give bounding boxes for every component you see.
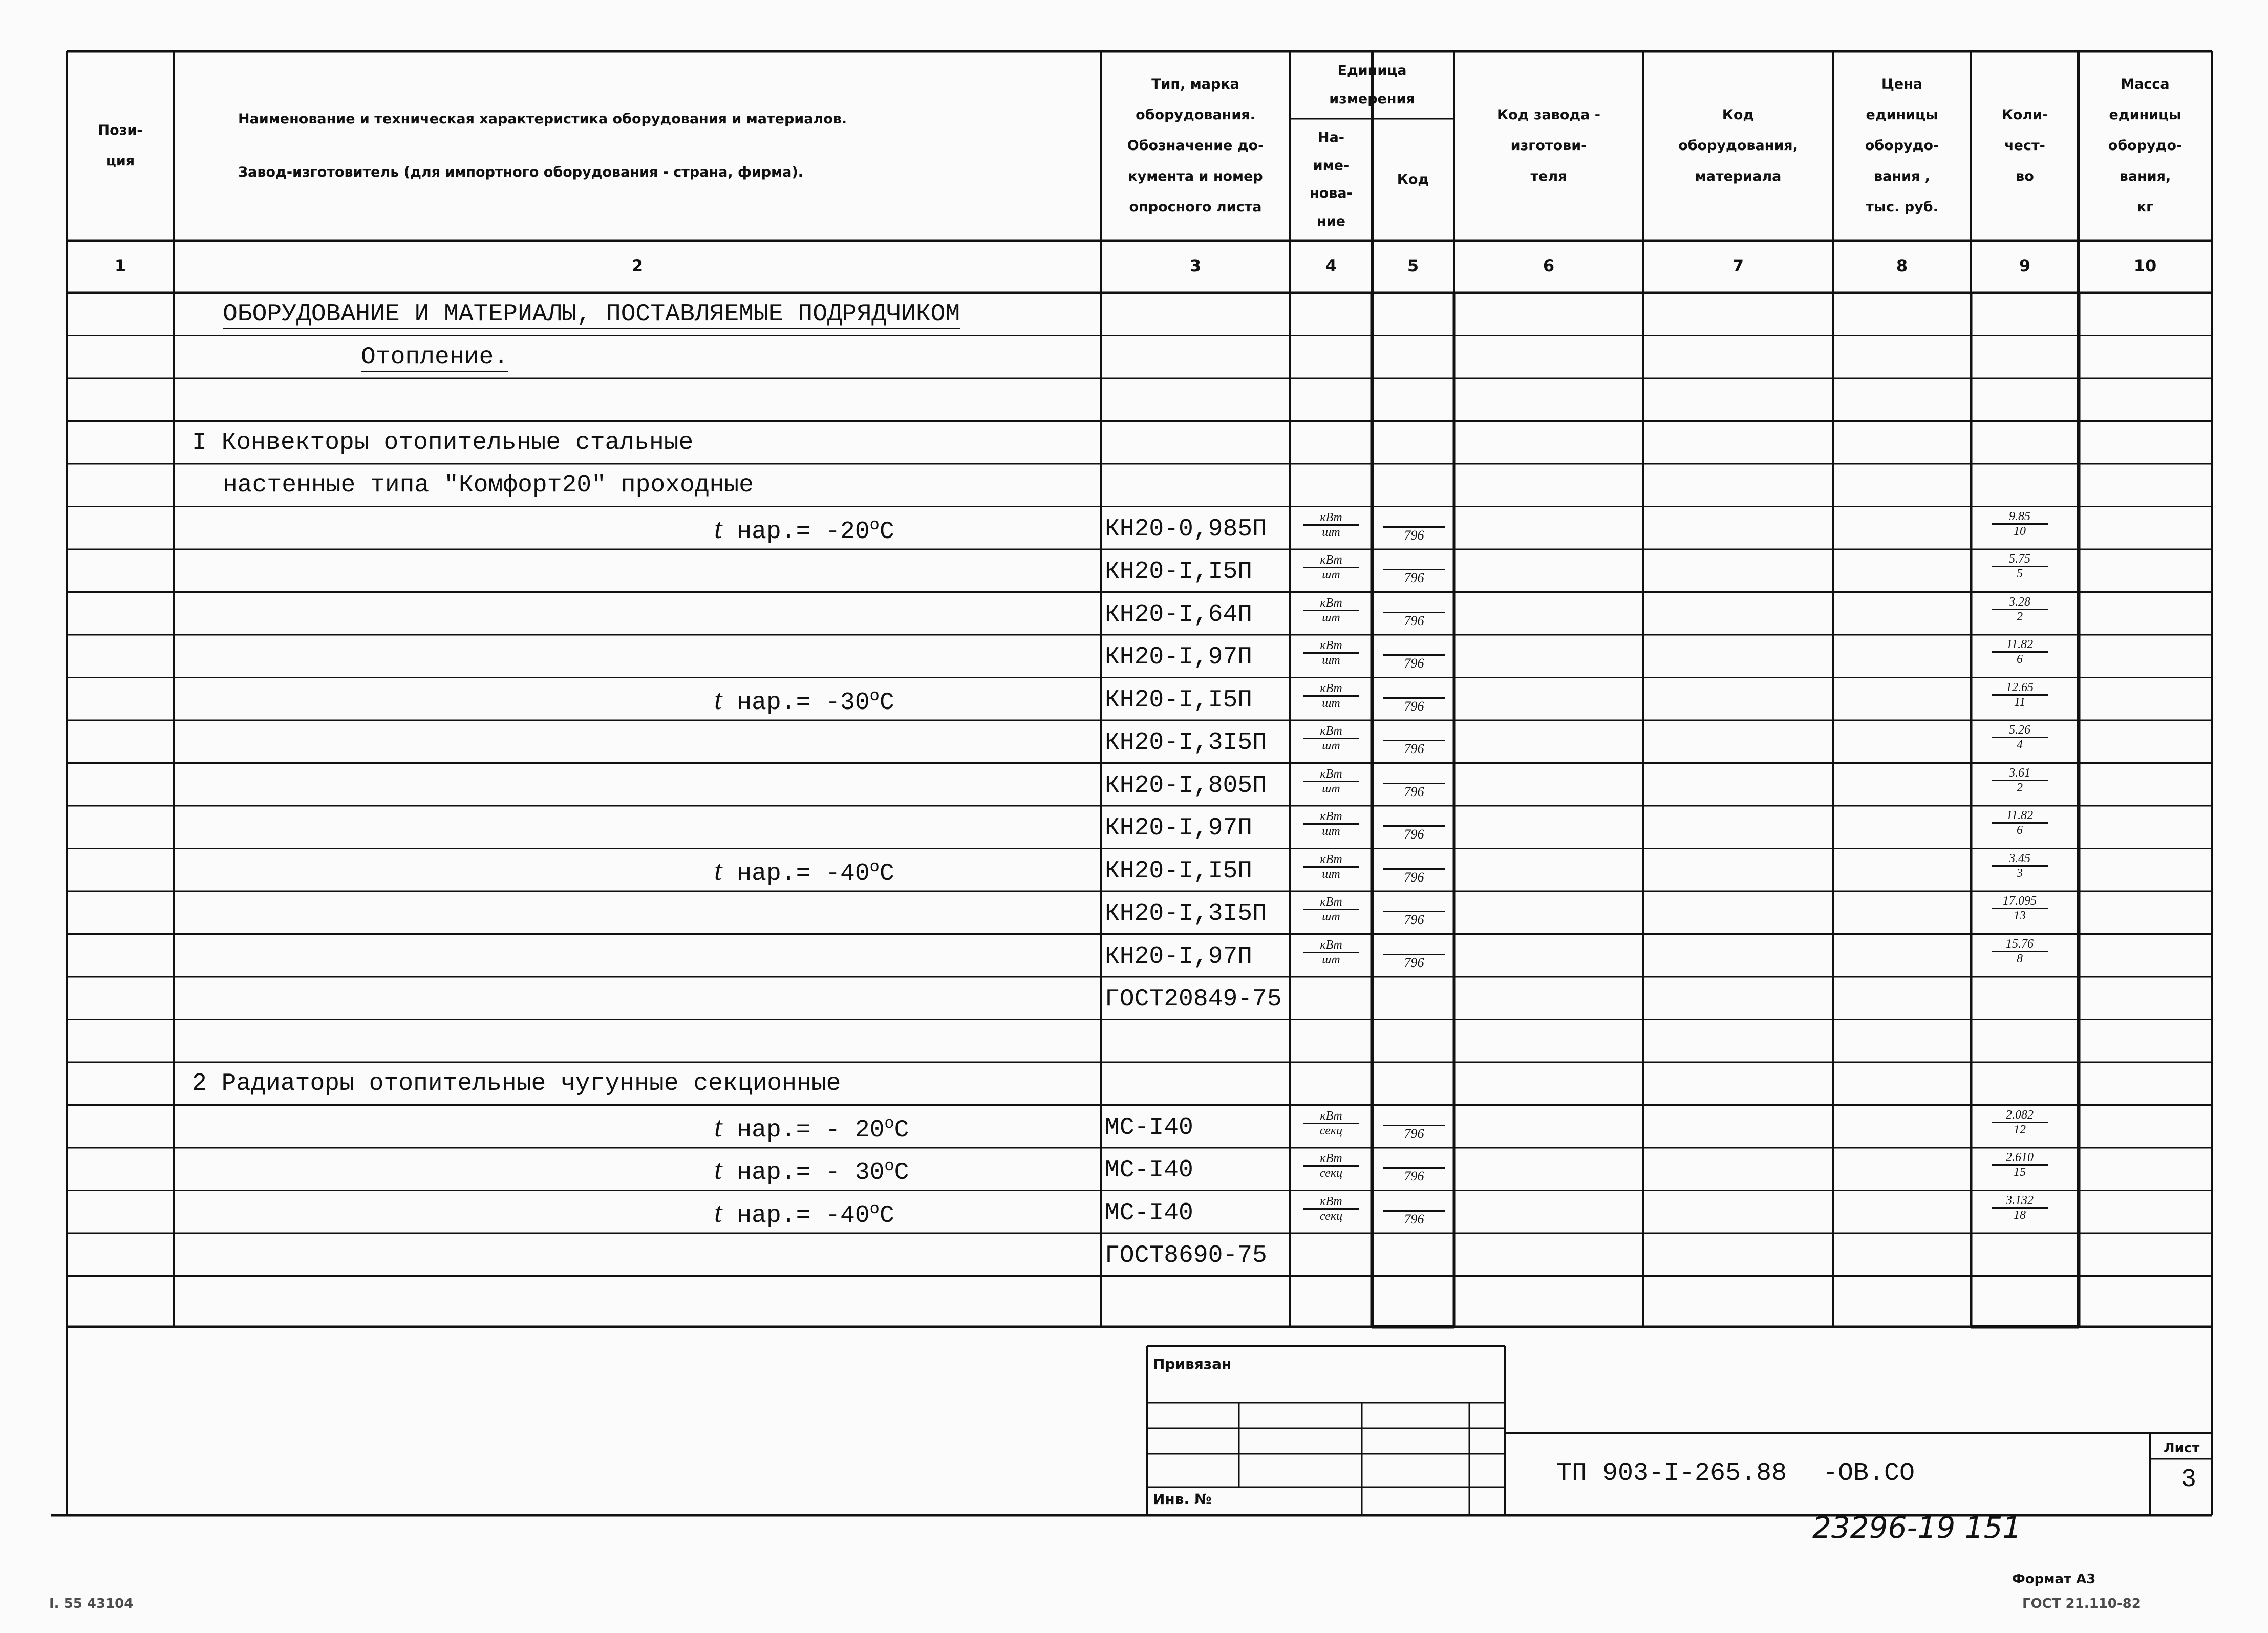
temperature-text: нар.= xyxy=(722,689,826,717)
header-line: ция xyxy=(105,153,135,169)
unit-code: 796 xyxy=(1383,697,1445,714)
header-line: во xyxy=(2016,168,2034,184)
bottom-right-standard: ГОСТ 21.110-82 xyxy=(2022,1596,2141,1611)
quantity-fraction xyxy=(1992,766,2048,794)
column-number: 8 xyxy=(1896,256,1908,275)
quantity-power: 11.82 xyxy=(1992,809,2048,824)
quantity-count: 13 xyxy=(2014,909,2026,922)
quantity-fraction xyxy=(1992,681,2048,709)
header-line: Наименование и техническая характеристика оборудования и материалов. xyxy=(238,111,847,127)
header-line: оборудования, xyxy=(1678,138,1798,154)
unit-piece: шт xyxy=(1322,739,1340,753)
unit-fraction xyxy=(1303,1195,1359,1223)
header-line: Код xyxy=(1722,107,1755,123)
header-line: Пози- xyxy=(98,122,143,138)
quantity-count: 6 xyxy=(2017,824,2023,837)
unit-piece: секц xyxy=(1319,1167,1343,1180)
equipment-type: КН20-I,97П xyxy=(1105,643,1253,671)
temperature-unit: C xyxy=(894,1116,909,1144)
equipment-type: КН20-I,I5П xyxy=(1105,857,1253,885)
unit-fraction xyxy=(1303,511,1359,539)
quantity-power: 12.65 xyxy=(1992,681,2048,696)
quantity-power: 3.28 xyxy=(1992,595,2048,610)
temperature-text: нар.= xyxy=(722,518,826,546)
unit-power: кВт xyxy=(1303,511,1359,526)
temperature-value: -30 xyxy=(825,689,870,717)
header-line: Обозначение до- xyxy=(1127,138,1264,154)
temperature-text: нар.= xyxy=(722,860,826,888)
unit-piece: шт xyxy=(1322,825,1340,838)
temperature-unit: C xyxy=(879,689,894,717)
row-name: ОБОРУДОВАНИЕ И МАТЕРИАЛЫ, ПОСТАВЛЯЕМЫЕ ПОДРЯДЧИКОМ xyxy=(223,300,960,328)
temperature-text: нар.= xyxy=(722,1116,826,1144)
unit-code: 796 xyxy=(1383,954,1445,971)
header-pos xyxy=(67,115,174,177)
header-line: Код xyxy=(1397,171,1429,187)
header-line: Единица xyxy=(1337,62,1407,78)
header-line: Код завода - xyxy=(1497,107,1600,123)
equipment-type: КН20-0,985П xyxy=(1105,515,1267,543)
row-name: I Конвекторы отопительные стальные xyxy=(192,428,694,457)
temperature-value: -20 xyxy=(825,518,870,546)
unit-power: кВт xyxy=(1303,1195,1359,1210)
quantity-fraction xyxy=(1992,852,2048,880)
equipment-type: КН20-I,3I5П xyxy=(1105,900,1267,928)
quantity-power: 17.095 xyxy=(1992,894,2048,909)
quantity-count: 2 xyxy=(2017,610,2023,624)
quantity-fraction xyxy=(1992,809,2048,837)
degree-sign: o xyxy=(869,515,880,534)
unit-code: 796 xyxy=(1383,868,1445,885)
degree-sign: o xyxy=(869,686,880,705)
temperature-text: нар.= xyxy=(722,1159,826,1187)
quantity-count: 5 xyxy=(2017,567,2023,581)
equipment-type: КН20-I,805П xyxy=(1105,771,1267,800)
row-name: настенные типа "Комфорт20" проходные xyxy=(223,471,754,499)
temperature-symbol: t xyxy=(714,1196,722,1229)
header-line: Цена xyxy=(1881,76,1923,92)
temperature-unit: C xyxy=(894,1159,909,1187)
quantity-power: 2.082 xyxy=(1992,1108,2048,1123)
equipment-type: КН20-I,97П xyxy=(1105,942,1253,971)
unit-fraction xyxy=(1303,1109,1359,1137)
unit-code: 796 xyxy=(1383,569,1445,586)
header-equip-code xyxy=(1643,100,1833,192)
header-line: теля xyxy=(1530,168,1567,184)
header-line: Завод-изготовитель (для импортного оборудования - страна, фирма). xyxy=(238,164,803,180)
header-line: На- xyxy=(1317,130,1345,145)
header-plant xyxy=(1454,100,1643,192)
temperature-label xyxy=(714,852,894,889)
header-line: чест- xyxy=(2004,138,2045,154)
stamp-inv-label: Инв. № xyxy=(1153,1491,1212,1508)
quantity-count: 8 xyxy=(2017,952,2023,965)
unit-power: кВт xyxy=(1303,895,1359,910)
unit-code: 796 xyxy=(1383,654,1445,671)
unit-piece: шт xyxy=(1322,782,1340,796)
header-unit-code xyxy=(1372,164,1454,195)
unit-code: 796 xyxy=(1383,825,1445,842)
handwritten-number: 23296-19 151 xyxy=(1812,1510,2022,1545)
equipment-type: МС-I40 xyxy=(1105,1199,1193,1227)
temperature-symbol: t xyxy=(714,854,722,887)
quantity-fraction xyxy=(1992,638,2048,666)
equipment-type: КН20-I,I5П xyxy=(1105,558,1253,586)
temperature-symbol: t xyxy=(714,1111,722,1143)
unit-piece: шт xyxy=(1322,654,1340,667)
unit-fraction xyxy=(1303,767,1359,796)
unit-fraction xyxy=(1303,639,1359,667)
unit-power: кВт xyxy=(1303,724,1359,739)
temperature-symbol: t xyxy=(714,683,722,716)
header-line: име- xyxy=(1313,157,1350,174)
unit-fraction xyxy=(1303,682,1359,710)
unit-fraction xyxy=(1303,1152,1359,1180)
quantity-power: 2.610 xyxy=(1992,1151,2048,1166)
header-unit xyxy=(1290,56,1454,114)
unit-piece: шт xyxy=(1322,568,1340,582)
quantity-fraction xyxy=(1992,894,2048,922)
unit-power: кВт xyxy=(1303,938,1359,953)
quantity-count: 2 xyxy=(2017,781,2023,794)
quantity-power: 3.61 xyxy=(1992,766,2048,781)
equipment-type: ГОСТ20849-75 xyxy=(1105,985,1282,1013)
degree-sign: o xyxy=(884,1113,894,1133)
unit-fraction xyxy=(1303,853,1359,881)
bottom-left-code: I. 55 43104 xyxy=(49,1596,134,1611)
quantity-power: 5.26 xyxy=(1992,723,2048,738)
row-name: Отопление. xyxy=(361,343,509,371)
header-line: изготови- xyxy=(1510,138,1587,154)
header-line: кг xyxy=(2136,199,2154,215)
sheet-number: 3 xyxy=(2181,1465,2197,1494)
degree-sign: o xyxy=(869,1199,880,1218)
equipment-type: КН20-I,3I5П xyxy=(1105,729,1267,757)
header-line: нова- xyxy=(1310,185,1353,201)
unit-code: 796 xyxy=(1383,911,1445,928)
unit-piece: шт xyxy=(1322,910,1340,923)
temperature-label xyxy=(714,1194,894,1231)
header-line: кумента и номер xyxy=(1128,168,1263,184)
header-line: оборудо- xyxy=(1865,138,1939,154)
quantity-fraction xyxy=(1992,510,2048,538)
unit-fraction xyxy=(1303,895,1359,923)
unit-piece: шт xyxy=(1322,696,1340,710)
header-line: Тип, марка xyxy=(1151,76,1239,92)
unit-code: 796 xyxy=(1383,783,1445,800)
unit-fraction xyxy=(1303,938,1359,966)
degree-sign: o xyxy=(869,857,880,876)
quantity-count: 12 xyxy=(2014,1123,2026,1136)
header-line: опросного листа xyxy=(1129,199,1262,215)
unit-code: 796 xyxy=(1383,1210,1445,1227)
temperature-symbol: t xyxy=(714,512,722,545)
header-line: вания , xyxy=(1874,168,1930,184)
column-number: 7 xyxy=(1732,256,1744,275)
temperature-value: - 30 xyxy=(825,1159,885,1187)
unit-piece: шт xyxy=(1322,611,1340,625)
quantity-count: 18 xyxy=(2014,1208,2026,1222)
column-number: 10 xyxy=(2133,256,2157,275)
column-number: 4 xyxy=(1325,256,1337,275)
unit-power: кВт xyxy=(1303,639,1359,654)
header-line: материала xyxy=(1695,168,1782,184)
unit-power: кВт xyxy=(1303,1109,1359,1124)
header-line: единицы xyxy=(1866,107,1938,123)
unit-power: кВт xyxy=(1303,767,1359,782)
format-label: Формат А3 xyxy=(2012,1572,2096,1587)
quantity-power: 3.45 xyxy=(1992,852,2048,867)
quantity-power: 11.82 xyxy=(1992,638,2048,653)
header-line: единицы xyxy=(2109,107,2181,123)
quantity-power: 5.75 xyxy=(1992,552,2048,567)
degree-sign: o xyxy=(884,1156,894,1175)
header-price xyxy=(1833,69,1971,223)
header-line: Коли- xyxy=(2001,107,2048,123)
column-number: 2 xyxy=(631,256,644,275)
header-name xyxy=(238,93,1093,199)
temperature-label xyxy=(714,681,894,718)
header-qty xyxy=(1971,100,2079,192)
equipment-type: МС-I40 xyxy=(1105,1156,1193,1184)
quantity-fraction xyxy=(1992,1108,2048,1136)
quantity-power: 3.132 xyxy=(1992,1194,2048,1209)
temperature-unit: C xyxy=(879,860,894,888)
unit-piece: секц xyxy=(1319,1124,1343,1137)
unit-fraction xyxy=(1303,810,1359,838)
header-line: вания, xyxy=(2119,168,2171,184)
unit-piece: секц xyxy=(1319,1209,1343,1223)
unit-power: кВт xyxy=(1303,553,1359,568)
quantity-count: 3 xyxy=(2017,866,2023,880)
unit-piece: шт xyxy=(1322,953,1340,966)
unit-code: 796 xyxy=(1383,1125,1445,1142)
header-line: оборудо- xyxy=(2108,138,2183,154)
quantity-count: 15 xyxy=(2014,1166,2026,1179)
unit-power: кВт xyxy=(1303,853,1359,868)
header-line: оборудования. xyxy=(1136,107,1255,123)
header-line: измерения xyxy=(1329,91,1415,107)
quantity-power: 9.85 xyxy=(1992,510,2048,525)
quantity-power: 15.76 xyxy=(1992,937,2048,952)
quantity-fraction xyxy=(1992,1151,2048,1179)
unit-fraction xyxy=(1303,553,1359,582)
quantity-fraction xyxy=(1992,723,2048,751)
quantity-count: 6 xyxy=(2017,653,2023,666)
temperature-label xyxy=(714,510,894,547)
equipment-type: КН20-I,64П xyxy=(1105,600,1253,629)
quantity-fraction xyxy=(1992,595,2048,624)
quantity-count: 10 xyxy=(2014,524,2026,538)
equipment-type: КН20-I,I5П xyxy=(1105,686,1253,714)
quantity-count: 11 xyxy=(2014,695,2026,709)
unit-power: кВт xyxy=(1303,810,1359,825)
unit-code: 796 xyxy=(1383,612,1445,629)
column-number: 3 xyxy=(1189,256,1202,275)
temperature-value: - 20 xyxy=(825,1116,885,1144)
quantity-count: 4 xyxy=(2017,738,2023,751)
header-mass xyxy=(2079,69,2212,223)
equipment-type: ГОСТ8690-75 xyxy=(1105,1242,1267,1270)
temperature-unit: C xyxy=(879,518,894,546)
temperature-unit: C xyxy=(879,1201,894,1230)
unit-piece: шт xyxy=(1322,867,1340,881)
header-line: Масса xyxy=(2121,76,2170,92)
unit-code: 796 xyxy=(1383,526,1445,543)
temperature-text: нар.= xyxy=(722,1201,826,1230)
document-code: ТП 903-I-265.88 xyxy=(1556,1459,1787,1488)
column-number: 6 xyxy=(1543,256,1555,275)
unit-power: кВт xyxy=(1303,596,1359,611)
header-unit-name xyxy=(1290,124,1372,235)
quantity-fraction xyxy=(1992,1194,2048,1222)
unit-power: кВт xyxy=(1303,1152,1359,1167)
unit-code: 796 xyxy=(1383,740,1445,757)
header-type xyxy=(1101,69,1290,223)
temperature-value: -40 xyxy=(825,860,870,888)
column-number: 5 xyxy=(1407,256,1419,275)
header-line: ние xyxy=(1317,213,1345,229)
header-line: тыс. руб. xyxy=(1866,199,1938,215)
sheet-label: Лист xyxy=(2164,1441,2200,1456)
row-name: 2 Радиаторы отопительные чугунные секционные xyxy=(192,1070,841,1098)
column-number: 1 xyxy=(114,256,126,275)
temperature-label xyxy=(714,1108,909,1146)
temperature-label xyxy=(714,1151,909,1188)
stamp-attached-label: Привязан xyxy=(1153,1356,1232,1372)
column-number: 9 xyxy=(2019,256,2031,275)
quantity-fraction xyxy=(1992,552,2048,581)
unit-fraction xyxy=(1303,596,1359,625)
unit-fraction xyxy=(1303,724,1359,753)
unit-power: кВт xyxy=(1303,682,1359,697)
document-suffix: -ОВ.СО xyxy=(1823,1459,1915,1488)
temperature-symbol: t xyxy=(714,1154,722,1186)
quantity-fraction xyxy=(1992,937,2048,965)
unit-piece: шт xyxy=(1322,525,1340,539)
equipment-type: МС-I40 xyxy=(1105,1113,1193,1142)
equipment-type: КН20-I,97П xyxy=(1105,814,1253,842)
unit-code: 796 xyxy=(1383,1167,1445,1184)
temperature-value: -40 xyxy=(825,1201,870,1230)
